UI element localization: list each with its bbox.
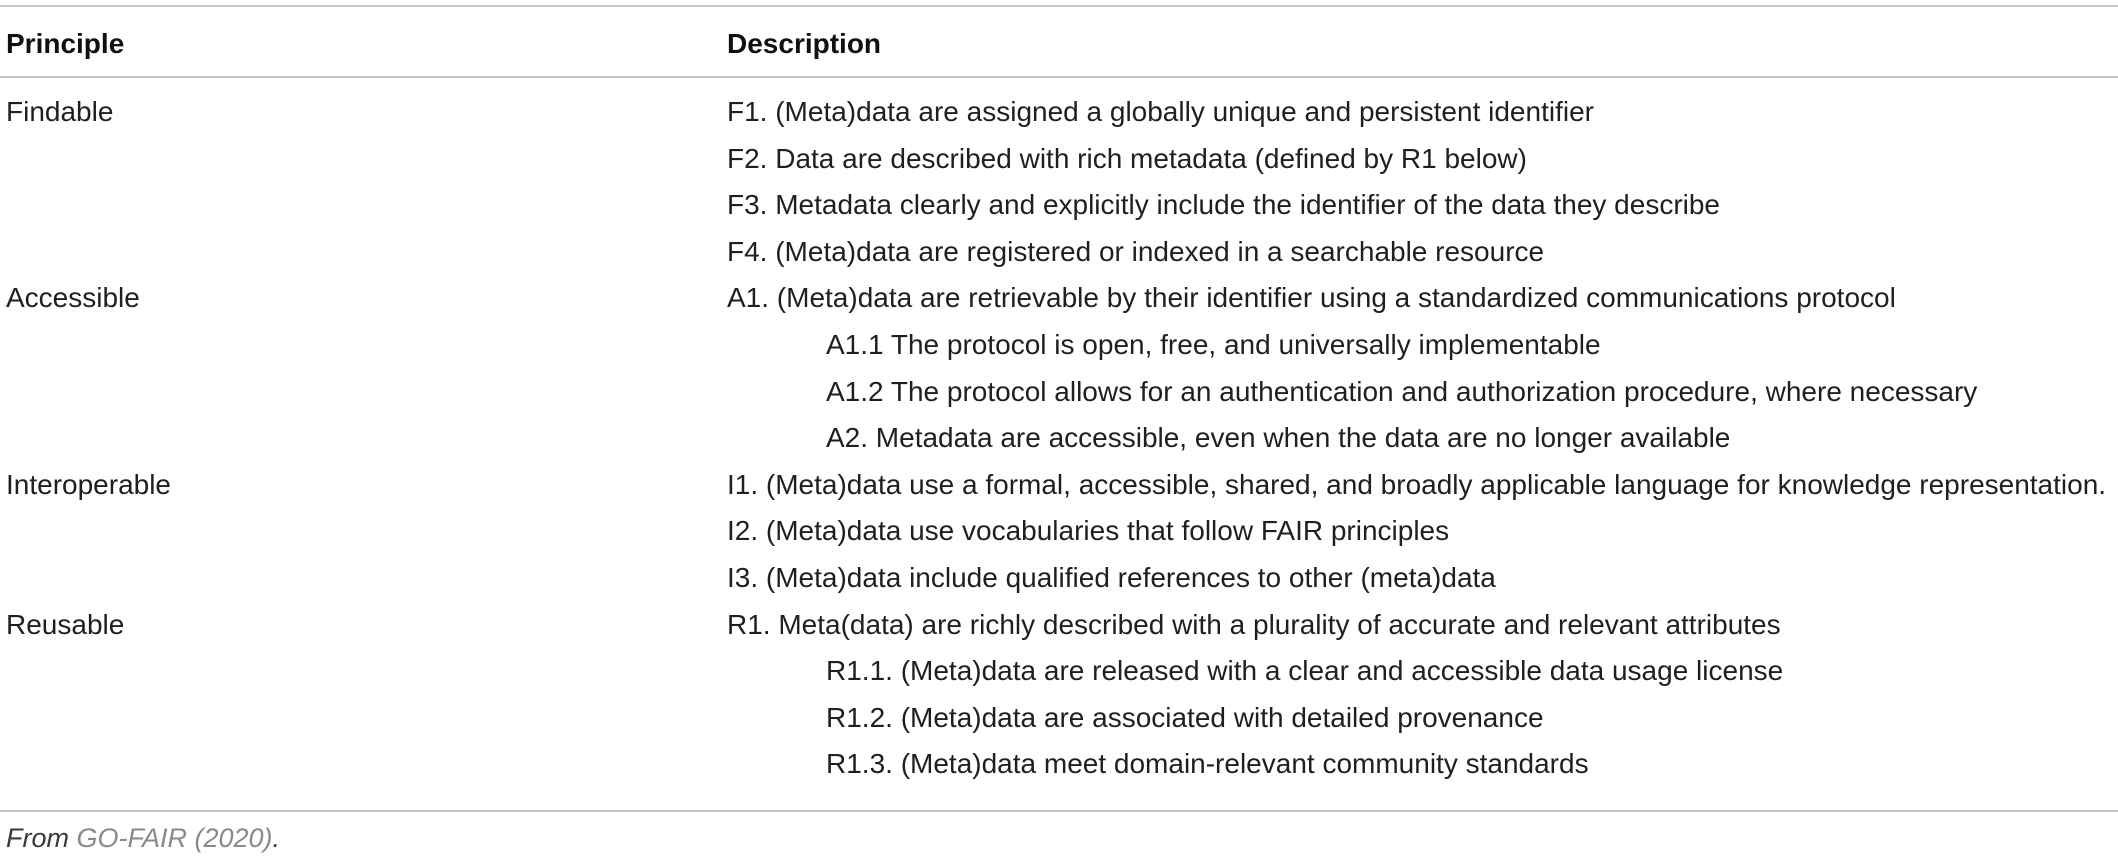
table-row [0, 188, 2118, 235]
table-row [0, 235, 2118, 282]
description-cell: A1. (Meta)data are retrievable by their identifier using a standardized communications protocol [727, 282, 1896, 314]
table-header-row [0, 5, 2118, 76]
table-row [0, 375, 2118, 422]
description-cell: A2. Metadata are accessible, even when the data are no longer available [826, 422, 1731, 454]
table-row [0, 608, 2118, 655]
table-row [0, 281, 2118, 328]
principle-cell: Findable [6, 96, 114, 127]
header-principle: Principle [6, 28, 125, 59]
table-row [0, 328, 2118, 375]
table-row [0, 142, 2118, 189]
table-row [0, 701, 2118, 748]
footnote-prefix: From [6, 823, 77, 853]
principle-cell: Reusable [6, 608, 125, 640]
principle-cell: Accessible [6, 282, 140, 314]
footnote-suffix: . [272, 823, 281, 853]
table-footnote [6, 823, 280, 854]
table-row [0, 561, 2118, 608]
description-cell: I1. (Meta)data use a formal, accessible, shared, and broadly applicable language for knowledge representation. [727, 468, 2107, 500]
principle-cell: Interoperable [6, 468, 172, 500]
table-row [0, 421, 2118, 468]
table-row [0, 654, 2118, 701]
table-row [0, 514, 2118, 561]
description-cell: F1. (Meta)data are assigned a globally unique and persistent identifier [727, 96, 1594, 127]
description-cell: R1. Meta(data) are richly described with a plurality of accurate and relevant attributes [727, 608, 1781, 640]
description-cell: A1.2 The protocol allows for an authentication and authorization procedure, where necessary [826, 375, 1978, 407]
table-row [0, 747, 2118, 794]
table-row [0, 468, 2118, 515]
table-header-rule [0, 76, 2118, 78]
description-cell: F3. Metadata clearly and explicitly include the identifier of the data they describe [727, 189, 1721, 221]
table-row [0, 95, 2118, 142]
citation-link[interactable]: GO-FAIR (2020) [76, 823, 273, 853]
description-cell: I3. (Meta)data include qualified references to other (meta)data [727, 562, 1496, 593]
header-description: Description [727, 28, 882, 59]
description-cell: A1.1 The protocol is open, free, and universally implementable [826, 329, 1601, 360]
description-cell: I2. (Meta)data use vocabularies that follow FAIR principles [727, 515, 1450, 547]
description-cell: F2. Data are described with rich metadata (defined by R1 below) [727, 142, 1527, 174]
table-bottom-rule [0, 810, 2118, 812]
description-cell: R1.1. (Meta)data are released with a clear and accessible data usage license [826, 655, 1784, 687]
description-cell: R1.3. (Meta)data meet domain-relevant community standards [826, 748, 1589, 780]
description-cell: R1.2. (Meta)data are associated with detailed provenance [826, 701, 1544, 733]
description-cell: F4. (Meta)data are registered or indexed in a searchable resource [727, 235, 1545, 267]
